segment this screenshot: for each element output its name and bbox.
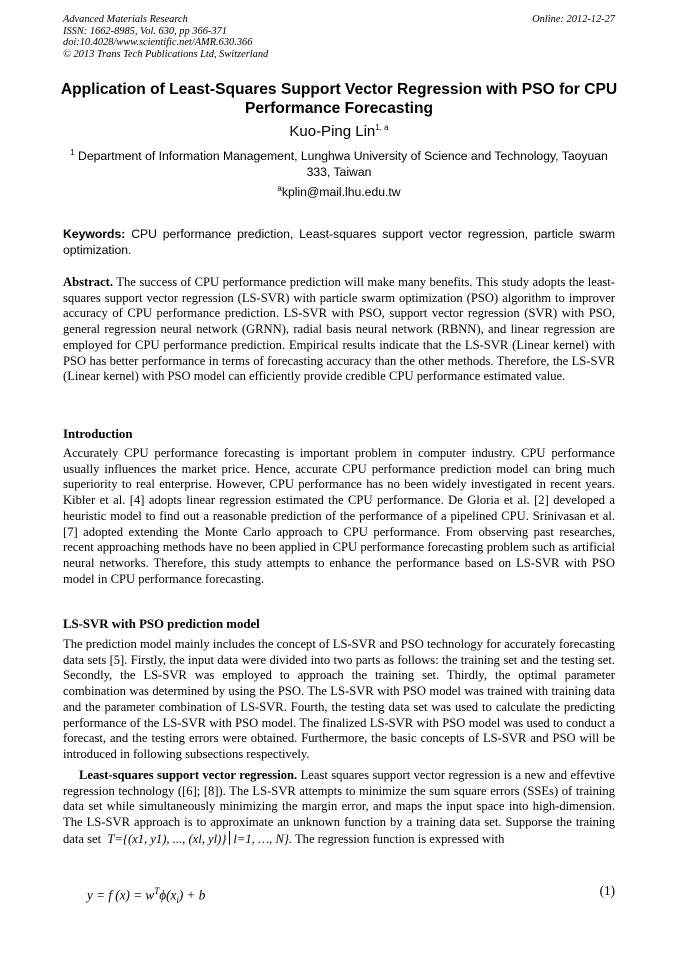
keywords [63, 227, 615, 258]
paper-title: Application of Least-Squares Support Vector Regression with PSO for CPU Performance Forecasting [60, 81, 618, 117]
eq-sup: T [154, 886, 160, 896]
keywords-label: Keywords: [63, 227, 126, 241]
affiliation [60, 148, 618, 180]
set-bar [229, 831, 230, 845]
issn: ISSN: 1662-8985, Vol. 630, pp 366-371 [63, 25, 227, 37]
eq-lhs: y = f (x) = w [87, 887, 155, 903]
lsqr-paragraph [63, 768, 615, 848]
online-date: Online: 2012-12-27 [532, 14, 615, 25]
eq-end: ) + b [178, 887, 206, 903]
affiliation-sup: 1 [70, 147, 75, 157]
lsqr-text: Least squares support vector regression is a new and effevtive regression technology ([6]; [8]). The LS-SVR attempts to minimize the sum square errors (SSEs) of training data set while simultaneously minimizing the margin error, and maps the input space into high-dimension. The LS-SVR approach is to approximate an unknown function by a training data set. Supporse the training data set [63, 768, 616, 846]
email-text[interactable]: kplin@mail.lhu.edu.tw [281, 185, 401, 199]
copyright: © 2013 Trans Tech Publications Ltd, Switzerland [63, 48, 269, 60]
journal-name: Advanced Materials Research [63, 14, 188, 25]
lssvr-text: The prediction model mainly includes the concept of LS-SVR and PSO technology for accurately forecasting data sets [5]. Firstly, the input data were divided into two parts as follows: the training set and the testing set. Secondly, the LS-SVR was employed to approach the training set. Thirdly, the optimal parameter combination was determined by using the PSO. The LS-SVR with PSO model was trained with training data and the parameter combination of LS-SVR. Fourth, the testing data set was used to calculate the predicting performance of the LS-SVR with PSO model. The finalized LS-SVR with PSO model was used to conduct a forecast, and the testing errors were obtained. Furthermore, the basic concepts of LS-SVR and PSO will be introduced in following subsections respectively. [63, 637, 615, 761]
author-name: Kuo-Ping Lin [289, 123, 376, 140]
lssvr-heading: LS-SVR with PSO prediction model [63, 617, 260, 631]
index-expression: l=1, …, N}. [233, 831, 293, 846]
equation-1 [87, 882, 615, 906]
set-expression: T={(x1, y1), ..., (xl, yl)} [107, 831, 227, 846]
abstract [63, 275, 615, 385]
abstract-label: Abstract. [63, 275, 114, 289]
lsqr-tail: The regression function is expressed with [294, 831, 505, 846]
email-sup: a [277, 183, 282, 193]
doi[interactable]: doi:10.4028/www.scientific.net/AMR.630.366 [63, 37, 253, 49]
keywords-text: CPU performance prediction, Least-squares support vector regression, particle swarm optimization. [63, 227, 616, 257]
introduction-text: Accurately CPU performance forecasting is important problem in computer industry. CPU performance usually influences the market price. Hence, accurate CPU performance prediction model can bring much superiority to real enterprise. However, CPU performance has no been widely investigated in recent years. Kibler et al. [4] adopts linear regression estimated the CPU performance. De Gloria et al. [2] developed a heuristic model to find out a reasonable prediction of the performance of a pipelined CPU. Srinivasan et al. [7] adopted extending the Monte Carlo approach to CPU performance. From observing past researches, recent approaching methods have no been applied in CPU performance forecasting problem such as artificial neural networks. Therefore, this study attempts to enhance the performance based on LS-SVR with PSO model in CPU performance forecasting. [63, 446, 615, 586]
eq-phi: ϕ(x [159, 887, 177, 903]
author [60, 123, 618, 141]
author-sup: 1, a [375, 123, 389, 132]
lsqr-label: Least-squares support vector regression. [79, 768, 298, 782]
author-email [60, 184, 618, 200]
abstract-text: The success of CPU performance prediction will make many benefits. This study adopts the least-squares support vector regression (LS-SVR) with particle swarm optimization (PSO) algorithm to improver accuracy of CPU performance prediction. LS-SVR with PSO, support vector regression (SVR) with PSO, general regression neural network (GRNN), radial basis neural network (RBNN), and linear regression are employed for CPU performance prediction. Empirical results indicate that the LS-SVR (Linear kernel) with PSO has better performance in terms of forecasting accuracy than the other methods. Therefore, the LS-SVR (Linear kernel) with PSO model can efficiently provide credible CPU performance estimated value. [63, 275, 615, 384]
affiliation-text: Department of Information Management, Lunghwa University of Science and Technology, Taoyuan 333, Taiwan [78, 149, 608, 179]
eq-sub: i [176, 895, 179, 906]
equation-number: (1) [599, 883, 615, 898]
journal-header [63, 14, 443, 60]
introduction-heading: Introduction [63, 427, 133, 441]
